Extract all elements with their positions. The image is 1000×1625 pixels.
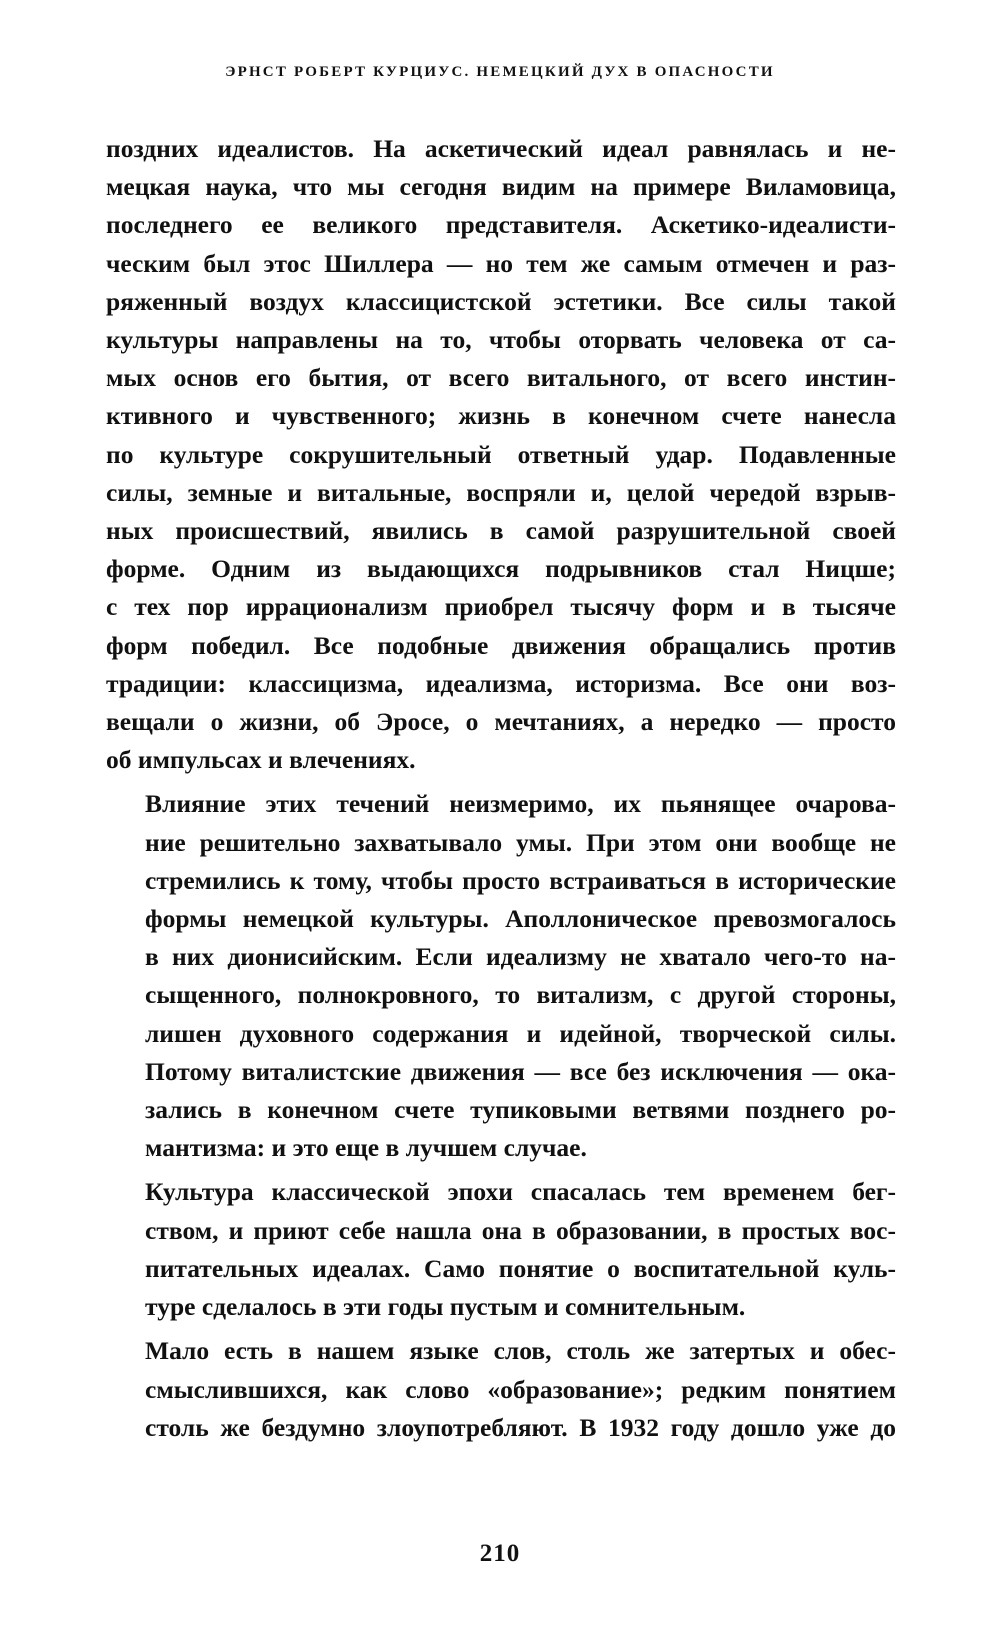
running-head: ЭРНСТ РОБЕРТ КУРЦИУС. НЕМЕЦКИЙ ДУХ В ОПАСНОСТИ — [225, 64, 775, 80]
text-line: об импульсах и влечениях. — [106, 745, 416, 775]
text-line: мантизма: и это еще в лучшем случае. — [145, 1133, 587, 1163]
text-line: смыслившихся, как слово «образование»; редким понятием — [145, 1374, 896, 1404]
page-number: 210 — [479, 1540, 521, 1567]
paragraph-1 — [106, 130, 896, 779]
text-line: Влияние этих течений неизмеримо, их пьянящее очарова- — [145, 789, 896, 819]
paragraph-3 — [106, 1173, 896, 1326]
text-line: сыщенного, полнокровного, то витализм, с другой стороны, — [145, 980, 896, 1010]
text-line: культуры направлены на то, чтобы оторвать человека от са- — [106, 325, 896, 355]
text-line: ных происшествий, явились в самой разрушительной своей — [106, 516, 896, 546]
text-line: форме. Одним из выдающихся подрывников стал Ницше; — [106, 554, 896, 584]
text-line: силы, земные и витальные, воспряли и, целой чередой взрыв- — [106, 477, 896, 507]
text-line: ством, и приют себе нашла она в образовании, в простых вос- — [145, 1215, 896, 1245]
body-text — [106, 130, 896, 1453]
text-line: мецкая наука, что мы сегодня видим на примере Виламовица, — [106, 172, 896, 202]
text-line: Потому виталистские движения — все без исключения — ока- — [145, 1056, 896, 1086]
text-line: мых основ его бытия, от всего витального, от всего инстин- — [106, 363, 896, 393]
text-line: по культуре сокрушительный ответный удар. Подавленные — [106, 439, 896, 469]
text-line: последнего ее великого представителя. Аскетико-идеалисти- — [106, 210, 896, 240]
text-line: поздних идеалистов. На аскетический идеал равнялась и не- — [106, 134, 896, 163]
text-line: лишен духовного содержания и идейной, творческой силы. — [145, 1018, 896, 1048]
text-line: форм победил. Все подобные движения обращались против — [106, 630, 896, 660]
text-line: в них дионисийским. Если идеализму не хватало чего-то на- — [145, 942, 896, 972]
paragraph-4 — [106, 1332, 896, 1447]
text-line: стремились к тому, чтобы просто встраиваться в исторические — [145, 865, 896, 895]
text-line: зались в конечном счете тупиковыми ветвями позднего ро- — [145, 1095, 896, 1125]
text-line: ние решительно захватывало умы. При этом они вообще не — [145, 827, 896, 857]
text-line: столь же бездумно злоупотребляют. В 1932 году дошло уже до — [145, 1412, 896, 1442]
text-line: ряженный воздух классицистской эстетики. Все силы такой — [106, 286, 896, 316]
text-line: традиции: классицизма, идеализма, историзма. Все они воз- — [106, 668, 896, 698]
text-line: вещали о жизни, об Эросе, о мечтаниях, а нередко — просто — [106, 707, 896, 737]
paragraph-2 — [106, 785, 896, 1167]
text-line: питательных идеалах. Само понятие о воспитательной куль- — [145, 1253, 896, 1283]
text-line: туре сделалось в эти годы пустым и сомнительным. — [145, 1292, 746, 1322]
text-line: с тех пор иррационализм приобрел тысячу форм и в тысяче — [106, 592, 896, 622]
text-line: ческим был этос Шиллера — но тем же самым отмечен и раз- — [106, 248, 896, 278]
text-line: формы немецкой культуры. Аполлоническое превозмогалось — [145, 904, 896, 934]
text-line: Мало есть в нашем языке слов, столь же затертых и обес- — [145, 1336, 896, 1366]
text-line: Культура классической эпохи спасалась тем временем бег- — [145, 1177, 896, 1207]
text-line: ктивного и чувственного; жизнь в конечном счете нанесла — [106, 401, 896, 431]
